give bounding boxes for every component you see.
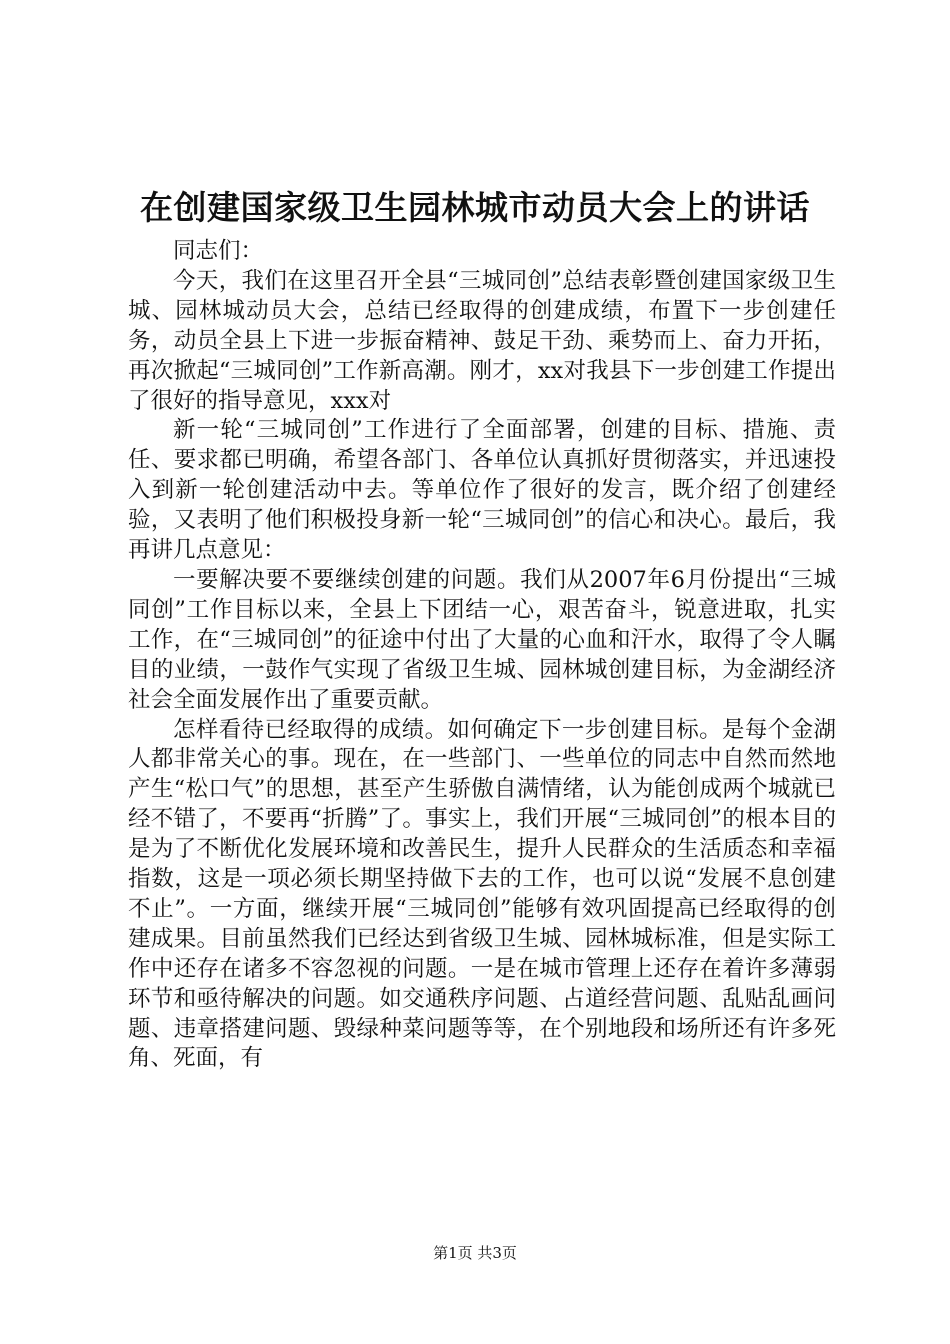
paragraph-2: 新一轮“三城同创”工作进行了全面部署，创建的目标、措施、责任、要求都已明确，希望各部门、各单位认真抓好贯彻落实，并迅速投入到新一轮创建活动中去。等单位作了很好的发言，既介绍了创建经验，又表明了他们积极投身新一轮“三城同创”的信心和决心。最后，我再讲几点意见：: [128, 417, 836, 564]
document-body: [128, 237, 836, 1074]
document-title: 在创建国家级卫生园林城市动员大会上的讲话: [140, 188, 810, 227]
paragraph-1: 今天，我们在这里召开全县“三城同创”总结表彰暨创建国家级卫生城、园林城动员大会，总结已经取得的创建成绩，布置下一步创建任务，动员全县上下进一步振奋精神、鼓足干劲、乘势而上、奋力开拓，再次掀起“三城同创”工作新高潮。刚才，xx对我县下一步创建工作提出了很好的指导意见，xxx对: [128, 267, 836, 414]
paragraph-3: 一要解决要不要继续创建的问题。我们从2007年6月份提出“三城同创”工作目标以来，全县上下团结一心，艰苦奋斗，锐意进取，扎实工作，在“三城同创”的征途中付出了大量的心血和汗水，取得了令人瞩目的业绩，一鼓作气实现了省级卫生城、园林城创建目标，为金湖经济社会全面发展作出了重要贡献。: [128, 566, 836, 713]
paragraph-4: 怎样看待已经取得的成绩。如何确定下一步创建目标。是每个金湖人都非常关心的事。现在，在一些部门、一些单位的同志中自然而然地产生“松口气”的思想，甚至产生骄傲自满情绪，认为能创成两个城就已经不错了，不要再“折腾”了。事实上，我们开展“三城同创”的根本目的是为了不断优化发展环境和改善民生，提升人民群众的生活质态和幸福指数，这是一项必须长期坚持做下去的工作，也可以说“发展不息创建不止”。一方面，继续开展“三城同创”能够有效巩固提高已经取得的创建成果。目前虽然我们已经达到省级卫生城、园林城标准，但是实际工作中还存在诸多不容忽视的问题。一是在城市管理上还存在着许多薄弱环节和亟待解决的问题。如交通秩序问题、占道经营问题、乱贴乱画问题、违章搭建问题、毁绿种菜问题等等，在个别地段和场所还有许多死角、死面，有: [128, 716, 836, 1072]
page-footer: 第1页 共3页: [433, 1244, 517, 1262]
salutation: 同志们：: [173, 238, 264, 264]
